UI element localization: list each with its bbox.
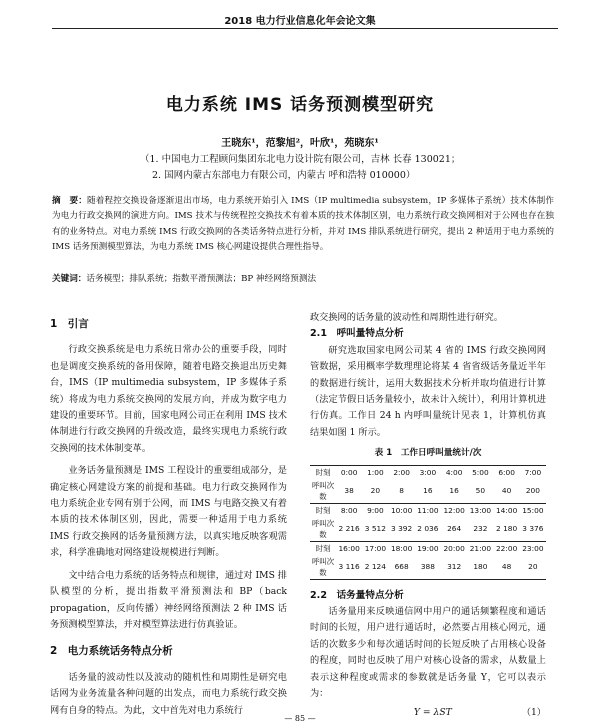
right-column: [310, 310, 546, 721]
abstract: [52, 194, 554, 256]
table-cell-calls: 3 376: [520, 517, 546, 542]
table-cell-hour: 15:00: [520, 503, 546, 517]
table-cell-calls: 200: [520, 479, 546, 504]
table-row-calls: [310, 555, 546, 580]
table-cell-hour: 23:00: [520, 541, 546, 555]
table-cell-hour: 4:00: [441, 465, 467, 479]
table-row-hours: [310, 465, 546, 479]
table-cell-calls: 38: [336, 479, 362, 504]
header-rule: [52, 28, 558, 29]
table-cell-calls: 20: [362, 479, 388, 504]
section-2-paragraph-1: 话务量的波动性以及波动的随机性和周期性是研究电话网为业务流量各种问题的出发点，而电力系统行政交换网有自身的特点。为此，文中首先对电力系统行: [50, 671, 287, 716]
table-cell-hour: 6:00: [494, 465, 520, 479]
section-heading-intro: 1 引言: [50, 318, 89, 330]
table-cell-hour: 10:00: [389, 503, 415, 517]
table-cell-hour: 21:00: [467, 541, 493, 555]
table-caption: 表 1 工作日呼叫量统计/次: [374, 448, 482, 459]
table-cell-calls: 668: [389, 555, 415, 580]
table-cell-calls: 16: [415, 479, 441, 504]
table-cell-calls: 3 392: [389, 517, 415, 542]
table-cell-hour: 17:00: [362, 541, 388, 555]
table-row-label: 时刻: [310, 465, 336, 479]
table-cell-hour: 18:00: [389, 541, 415, 555]
intro-paragraph-3: 文中结合电力系统的话务特点和规律，通过对 IMS 排队模型的分析，提出指数平滑预测法和 BP（back propagation，反向传播）神经网络预测法 2 种 IMS 话务预测模型算法，并对模型算法进行仿真验证。: [50, 569, 287, 630]
table-cell-hour: 19:00: [415, 541, 441, 555]
table-cell-calls: 40: [494, 479, 520, 504]
table-row-label: 时刻: [310, 541, 336, 555]
intro-paragraph-2: 业务话务量预测是 IMS 工程设计的重要组成部分，是确定核心网建设方案的前提和基础。电力行政交换网作为电力系统企业专网有别于公网，而 IMS 与电路交换又有着本质的技术体制区别，因此，需要一种适用于电力系统 IMS 行政交换网的话务量预测方法，以真实地反映客观需求，科学准确地对网络建设规模进行判断。: [50, 465, 287, 559]
table-cell-calls: 50: [467, 479, 493, 504]
table-cell-hour: 9:00: [362, 503, 388, 517]
call-volume-table: [310, 465, 546, 580]
table-row-label: 呼叫次数: [310, 479, 336, 504]
table-cell-hour: 3:00: [415, 465, 441, 479]
keywords-label: 关键词：: [52, 274, 87, 284]
table-cell-hour: 16:00: [336, 541, 362, 555]
subsection-2-1-paragraph: 研究选取国家电网公司某 4 省的 IMS 行政交换网网管数据，采用概率学数理理论将某 4 省省级话务量近半年的数据进行统计，运用大数据技术分析并取均值进行计算（法定节假日话务量较小，故未计入统计），利用计算机进行仿真。工作日 24 h 内呼叫量统计见表 1，计算机仿真结果如图 1 所示。: [310, 344, 546, 438]
table-cell-calls: 8: [389, 479, 415, 504]
table-cell-calls: 2 216: [336, 517, 362, 542]
left-column: [50, 310, 287, 719]
table-cell-hour: 8:00: [336, 503, 362, 517]
table-row-label: 呼叫次数: [310, 517, 336, 542]
table-cell-hour: 5:00: [467, 465, 493, 479]
equation-number: （1）: [521, 706, 546, 718]
abstract-text: 随着程控交换设备逐渐退出市场，电力系统开始引入 IMS（IP multimedia subsystem，IP 多媒体子系统）技术体制作为电力行政交换网的演进方向。IMS 技术与传统程控交换技术有着本质的技术体制区别，电力系统行政交换网相对于公网也存在独有的业务特点。对电力系统 IMS 行政交换网的各类话务特点进行分析，并对 IMS 排队系统进行研究，提出 2 种适用于电力系统的 IMS 话务预测模型算法，为电力系统 IMS 核心网建设提供合理性指导。: [52, 196, 554, 253]
table-cell-calls: 2 180: [494, 517, 520, 542]
table-cell-calls: 3 116: [336, 555, 362, 580]
table-cell-hour: 14:00: [494, 503, 520, 517]
intro-paragraph-1: 行政交换系统是电力系统日常办公的重要手段，同时也是调度交换系统的备用保障，随着电路交换退出历史舞台，IMS（IP multimedia subsystem，IP 多媒体子系统）将成为电力系统交换网的发展方向，并成为数字电力建设的重要环节。目前，国家电网公司正在利用 IMS 技术体制进行行政交换网的升级改造，最终实现电力系统行政交换网的技术体制变革。: [50, 344, 287, 454]
table-row-calls: [310, 517, 546, 542]
affiliation-2: 2. 国网内蒙古东部电力有限公司，内蒙古 呼和浩特 010000）: [152, 170, 416, 181]
table-cell-hour: 1:00: [362, 465, 388, 479]
table-cell-hour: 22:00: [494, 541, 520, 555]
subsection-heading-2-2: 2.2 话务量特点分析: [310, 589, 404, 601]
affiliations: [140, 152, 460, 184]
table-cell-calls: 232: [467, 517, 493, 542]
abstract-label: 摘 要：: [52, 196, 88, 206]
table-row-calls: [310, 479, 546, 504]
table-cell-calls: 48: [494, 555, 520, 580]
page-number: — 85 —: [284, 714, 316, 723]
table-cell-calls: 2 124: [362, 555, 388, 580]
keywords-text: 话务模型；排队系统；指数平滑预测法；BP 神经网络预测法: [86, 274, 317, 284]
subsection-heading-2-1: 2.1 呼叫量特点分析: [310, 328, 404, 340]
table-cell-hour: 12:00: [441, 503, 467, 517]
table-cell-calls: 388: [415, 555, 441, 580]
table-cell-calls: 2 036: [415, 517, 441, 542]
table-cell-hour: 7:00: [520, 465, 546, 479]
equation-formula: Y = λST: [413, 706, 452, 718]
subsection-2-2-paragraph: 话务量用来反映通信网中用户的通话频繁程度和通话时间的长短，用户进行通话时，必然要占用核心网元，通话的次数多少和每次通话时间的长短反映了占用核心设备的程度，同时也反映了用户对核心设备的需求，从数量上表示这种程度或需求的参数就是话务量 Y，它可以表示为：: [310, 606, 546, 700]
table-cell-hour: 2:00: [389, 465, 415, 479]
table-cell-calls: 312: [441, 555, 467, 580]
keywords: [52, 272, 554, 286]
table-cell-calls: 264: [441, 517, 467, 542]
table-cell-calls: 180: [467, 555, 493, 580]
table-row-hours: [310, 503, 546, 517]
table-cell-hour: 0:00: [336, 465, 362, 479]
running-head: 2018 电力行业信息化年会论文集: [224, 16, 376, 27]
table-cell-hour: 11:00: [415, 503, 441, 517]
table-row-label: 时刻: [310, 503, 336, 517]
table-row-label: 呼叫次数: [310, 555, 336, 580]
author-list: 王晓东¹，范黎旭²，叶欣¹，苑晓东¹: [221, 138, 379, 149]
table-cell-hour: 20:00: [441, 541, 467, 555]
table-cell-calls: 20: [520, 555, 546, 580]
table-row-hours: [310, 541, 546, 555]
paper-title: 电力系统 IMS 话务预测模型研究: [165, 95, 435, 115]
table-cell-calls: 3 512: [362, 517, 388, 542]
right-paragraph-0: 政交换网的话务量的波动性和周期性进行研究。: [310, 312, 503, 323]
table-cell-hour: 13:00: [467, 503, 493, 517]
table-cell-calls: 16: [441, 479, 467, 504]
section-heading-2: 2 电力系统话务特点分析: [50, 645, 173, 658]
affiliation-1: （1. 中国电力工程顾问集团东北电力设计院有限公司，吉林 长春 130021；: [140, 154, 461, 165]
